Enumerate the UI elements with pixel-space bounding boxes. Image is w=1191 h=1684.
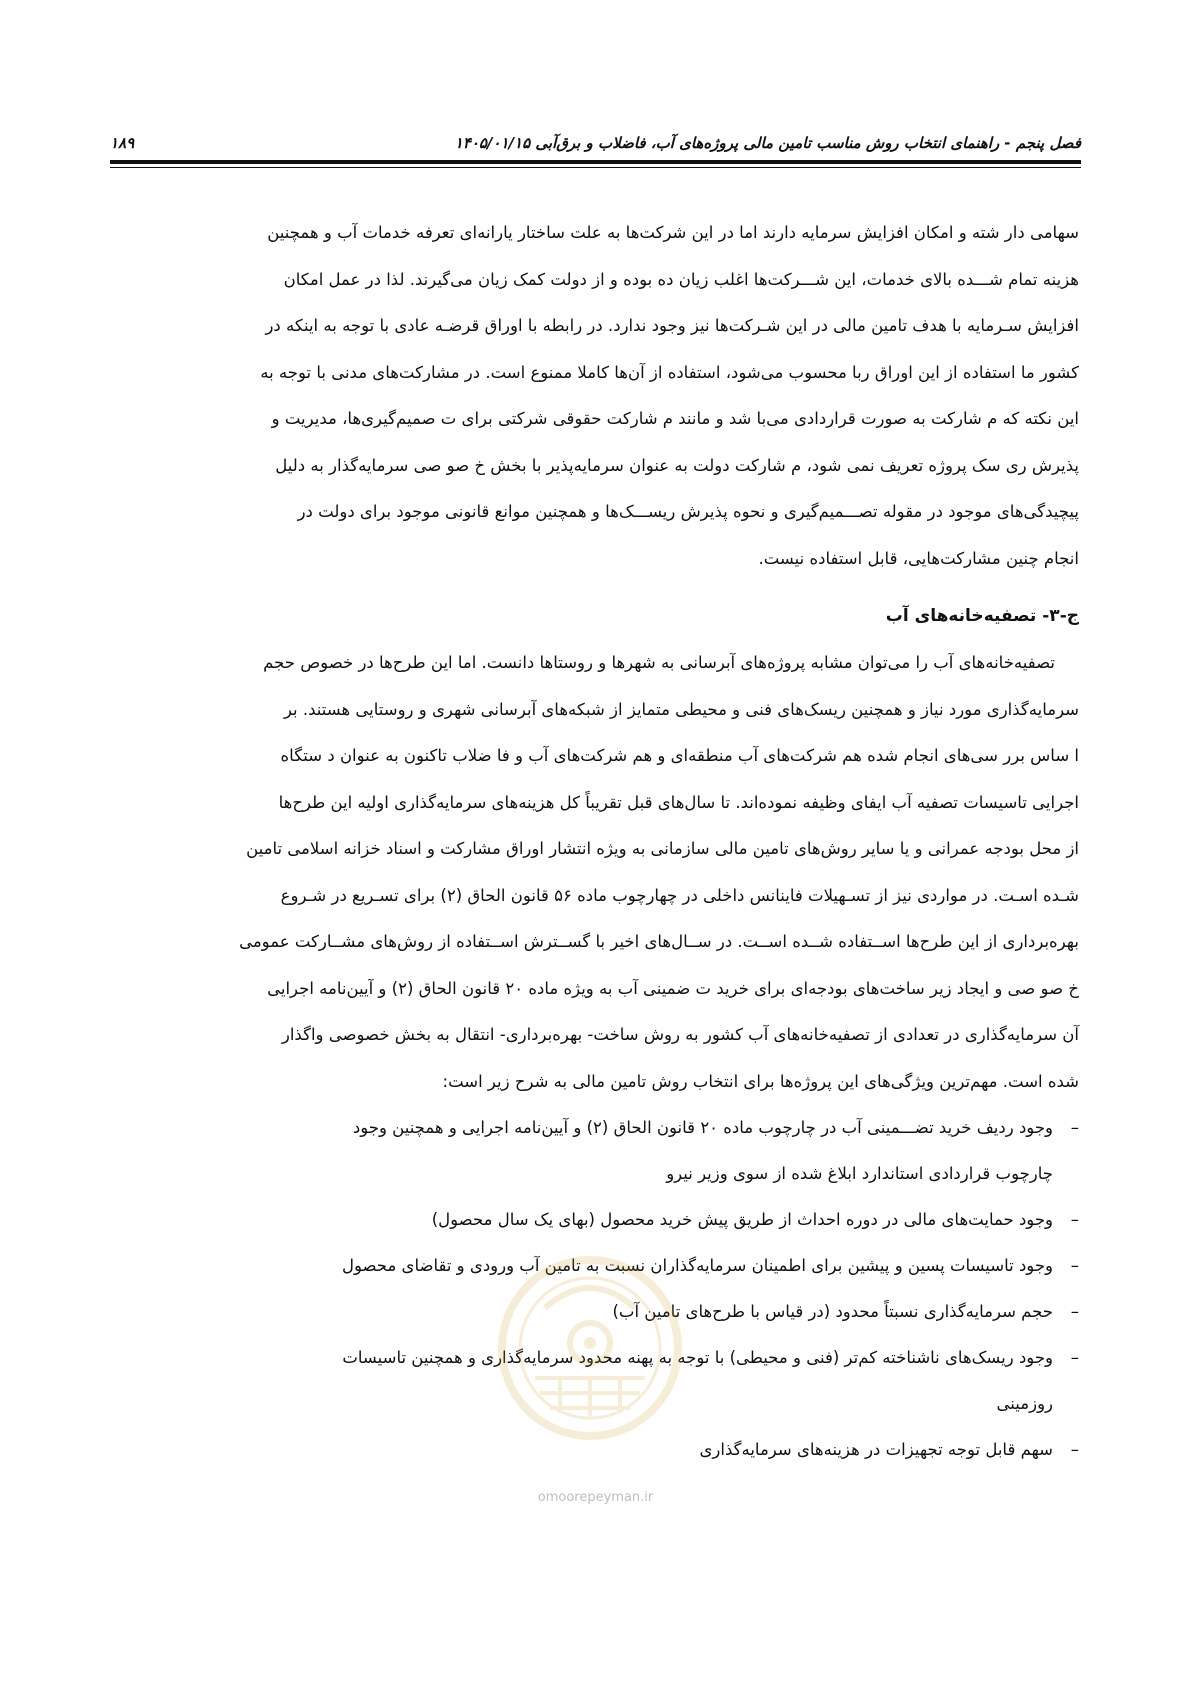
text-line: چارچوب قراردادی استاندارد ابلاغ شده از سوی وزیر نیرو (666, 1164, 1053, 1183)
text-line: پیچیدگی‌های موجود در مقوله تصـــمیم‌گیری و نحوه پذیرش ریســـک‌ها و همچنین موانع قانونی موجود برای دولت در (297, 502, 1079, 521)
running-title: فصل پنجم - راهنمای انتخاب روش مناسب تامین مالی پروژه‌های آب، فاضلاب و برق‌آبی ۱۴۰۵/۰۱/۱۵ (454, 134, 1081, 152)
section-heading: ج-۳- تصفیه‌خانه‌های آب (885, 606, 1079, 626)
bullet-dash: – (1070, 1348, 1079, 1367)
text-line: خ صو صی و ایجاد زیر ساخت‌های بودجه‌ای برای خرید ت ضمینی آب به ویژه ماده ۲۰ قانون الحاق (۲) و آیین‌نامه اجرایی (267, 978, 1079, 998)
list-item (112, 1105, 1079, 1197)
page-header (110, 128, 1081, 158)
text-line: وجود تاسیسات پسین و پیشین برای اطمینان سرمایه‌گذاران نسبت به تامین آب ورودی و تقاضای محصول (341, 1256, 1053, 1275)
text-line: وجود حمایت‌های مالی در دوره احداث از طریق پیش خرید محصول (بهای یک سال محصول) (431, 1210, 1053, 1229)
text-line: پذیرش ری سک پروژه تعریف نمی شود، م شارکت دولت به عنوان سرمایه‌پذیر با بخش خ صو صی سرمایه‌گذار به دلیل (275, 455, 1079, 475)
header-rule-thick (110, 160, 1081, 164)
text-line: افزایش سـرمایه با هدف تامین مالی در این شـرکت‌ها نیز وجود ندارد. در رابطه با اوراق قرضـه عادی با توجه به اینکه در (265, 316, 1079, 335)
text-line: آن سرمایه‌گذاری در تعدادی از تصفیه‌خانه‌های آب کشور به روش ساخت- بهره‌برداری- انتقال به بخش خصوصی واگذار (281, 1025, 1079, 1044)
list-item (112, 1197, 1079, 1243)
text-line: تصفیه‌خانه‌های آب را می‌توان مشابه پروژه‌های آبرسانی به شهرها و روستاها دانست. اما این طرح‌ها در خصوص حجم (263, 653, 1055, 672)
text-line: اجرایی تاسیسات تصفیه آب ایفای وظیفه نموده‌اند. تا سال‌های قبل تقریباً کل هزینه‌های سرمایه‌گذاری اولیه این طرح‌ها (278, 792, 1079, 812)
text-line: سهم قابل توجه تجهیزات در هزینه‌های سرمایه‌گذاری (699, 1440, 1053, 1459)
text-line: انجام چنین مشارکت‌هایی، قابل استفاده نیست. (758, 548, 1079, 568)
text-line: سرمایه‌گذاری مورد نیاز و همچنین ریسک‌های فنی و محیطی متمایز از شبکه‌های آبرسانی شهری و روستایی هستند. بر (283, 699, 1079, 719)
paragraph-intro (112, 210, 1079, 582)
text-line: شـده اسـت. در مواردی نیز از تسـهیلات فاینانس داخلی در چهارچوب ماده ۵۶ قانون الحاق (۲) برای تسـریع در شـروع (280, 885, 1079, 905)
text-line: روزمینی (996, 1394, 1053, 1413)
text-line: وجود ردیف خرید تضـــمینی آب در چارچوب ماده ۲۰ قانون الحاق (۲) و آیین‌نامه اجرایی و همچنین وجود (352, 1118, 1053, 1137)
bullet-dash: – (1070, 1302, 1079, 1321)
text-line: هزینه تمام شـــده بالای خدمات، این شـــرکت‌ها اغلب زیان ده بوده و از دولت کمک زیان می‌گیرند. لذا در عمل امکان (283, 269, 1079, 289)
text-line: وجود ریسک‌های ناشناخته کم‌تر (فنی و محیطی) با توجه به پهنه محدود سرمایه‌گذاری و همچنین تاسیسات (342, 1348, 1053, 1367)
header-rule-thin (110, 167, 1081, 168)
text-line: این نکته که م شارکت به صورت قراردادی می‌با شد و مانند م شارکت حقوقی شرکتی برای ت صمیم‌گیری‌ها، مدیریت و (271, 409, 1079, 428)
watermark-seal-icon (490, 1248, 690, 1448)
text-line: از محل بودجه عمرانی و یا سایر روش‌های تامین مالی سازمانی به ویژه انتشار اوراق مشارکت و اسناد خزانه اسلامی تامین (246, 839, 1079, 858)
bullet-dash: – (1070, 1118, 1079, 1137)
text-line: کشور ما استفاده از این اوراق ربا محسوب می‌شود، استفاده از آن‌ها کاملا ممنوع است. در مشارکت‌های مدنی با توجه به (260, 362, 1079, 382)
text-line: حجم سرمایه‌گذاری نسبتاً محدود (در قیاس با طرح‌های تامین آب) (612, 1302, 1053, 1321)
text-line: سهامی دار شته و امکان افزایش سرمایه دارند اما در این شرکت‌ها به علت ساختار یارانه‌ای تعرفه خدمات آب و همچنین (267, 223, 1079, 242)
page-number: ۱۸۹ (110, 134, 135, 152)
paragraph-treatment-plants (112, 640, 1079, 1105)
bullet-dash: – (1070, 1256, 1079, 1275)
bullet-dash: – (1070, 1440, 1079, 1459)
text-line: بهره‌برداری از این طرح‌ها اســتفاده شــده اســت. در ســال‌های اخیر با گســترش اســتفاده از روش‌های مشــارکت عمومی (239, 932, 1079, 951)
bullet-dash: – (1070, 1210, 1079, 1229)
watermark-url: omoorepeyman.ir (537, 1490, 654, 1505)
text-line: ا ساس برر سی‌های انجام شده هم شرکت‌های آب منطقه‌ای و هم شرکت‌های آب و فا ضلاب تاکنون به عنوان د ستگاه (280, 746, 1079, 765)
text-line: شده است. مهم‌ترین ویژگی‌های این پروژه‌ها برای انتخاب روش تامین مالی به شرح زیر است: (442, 1071, 1079, 1091)
